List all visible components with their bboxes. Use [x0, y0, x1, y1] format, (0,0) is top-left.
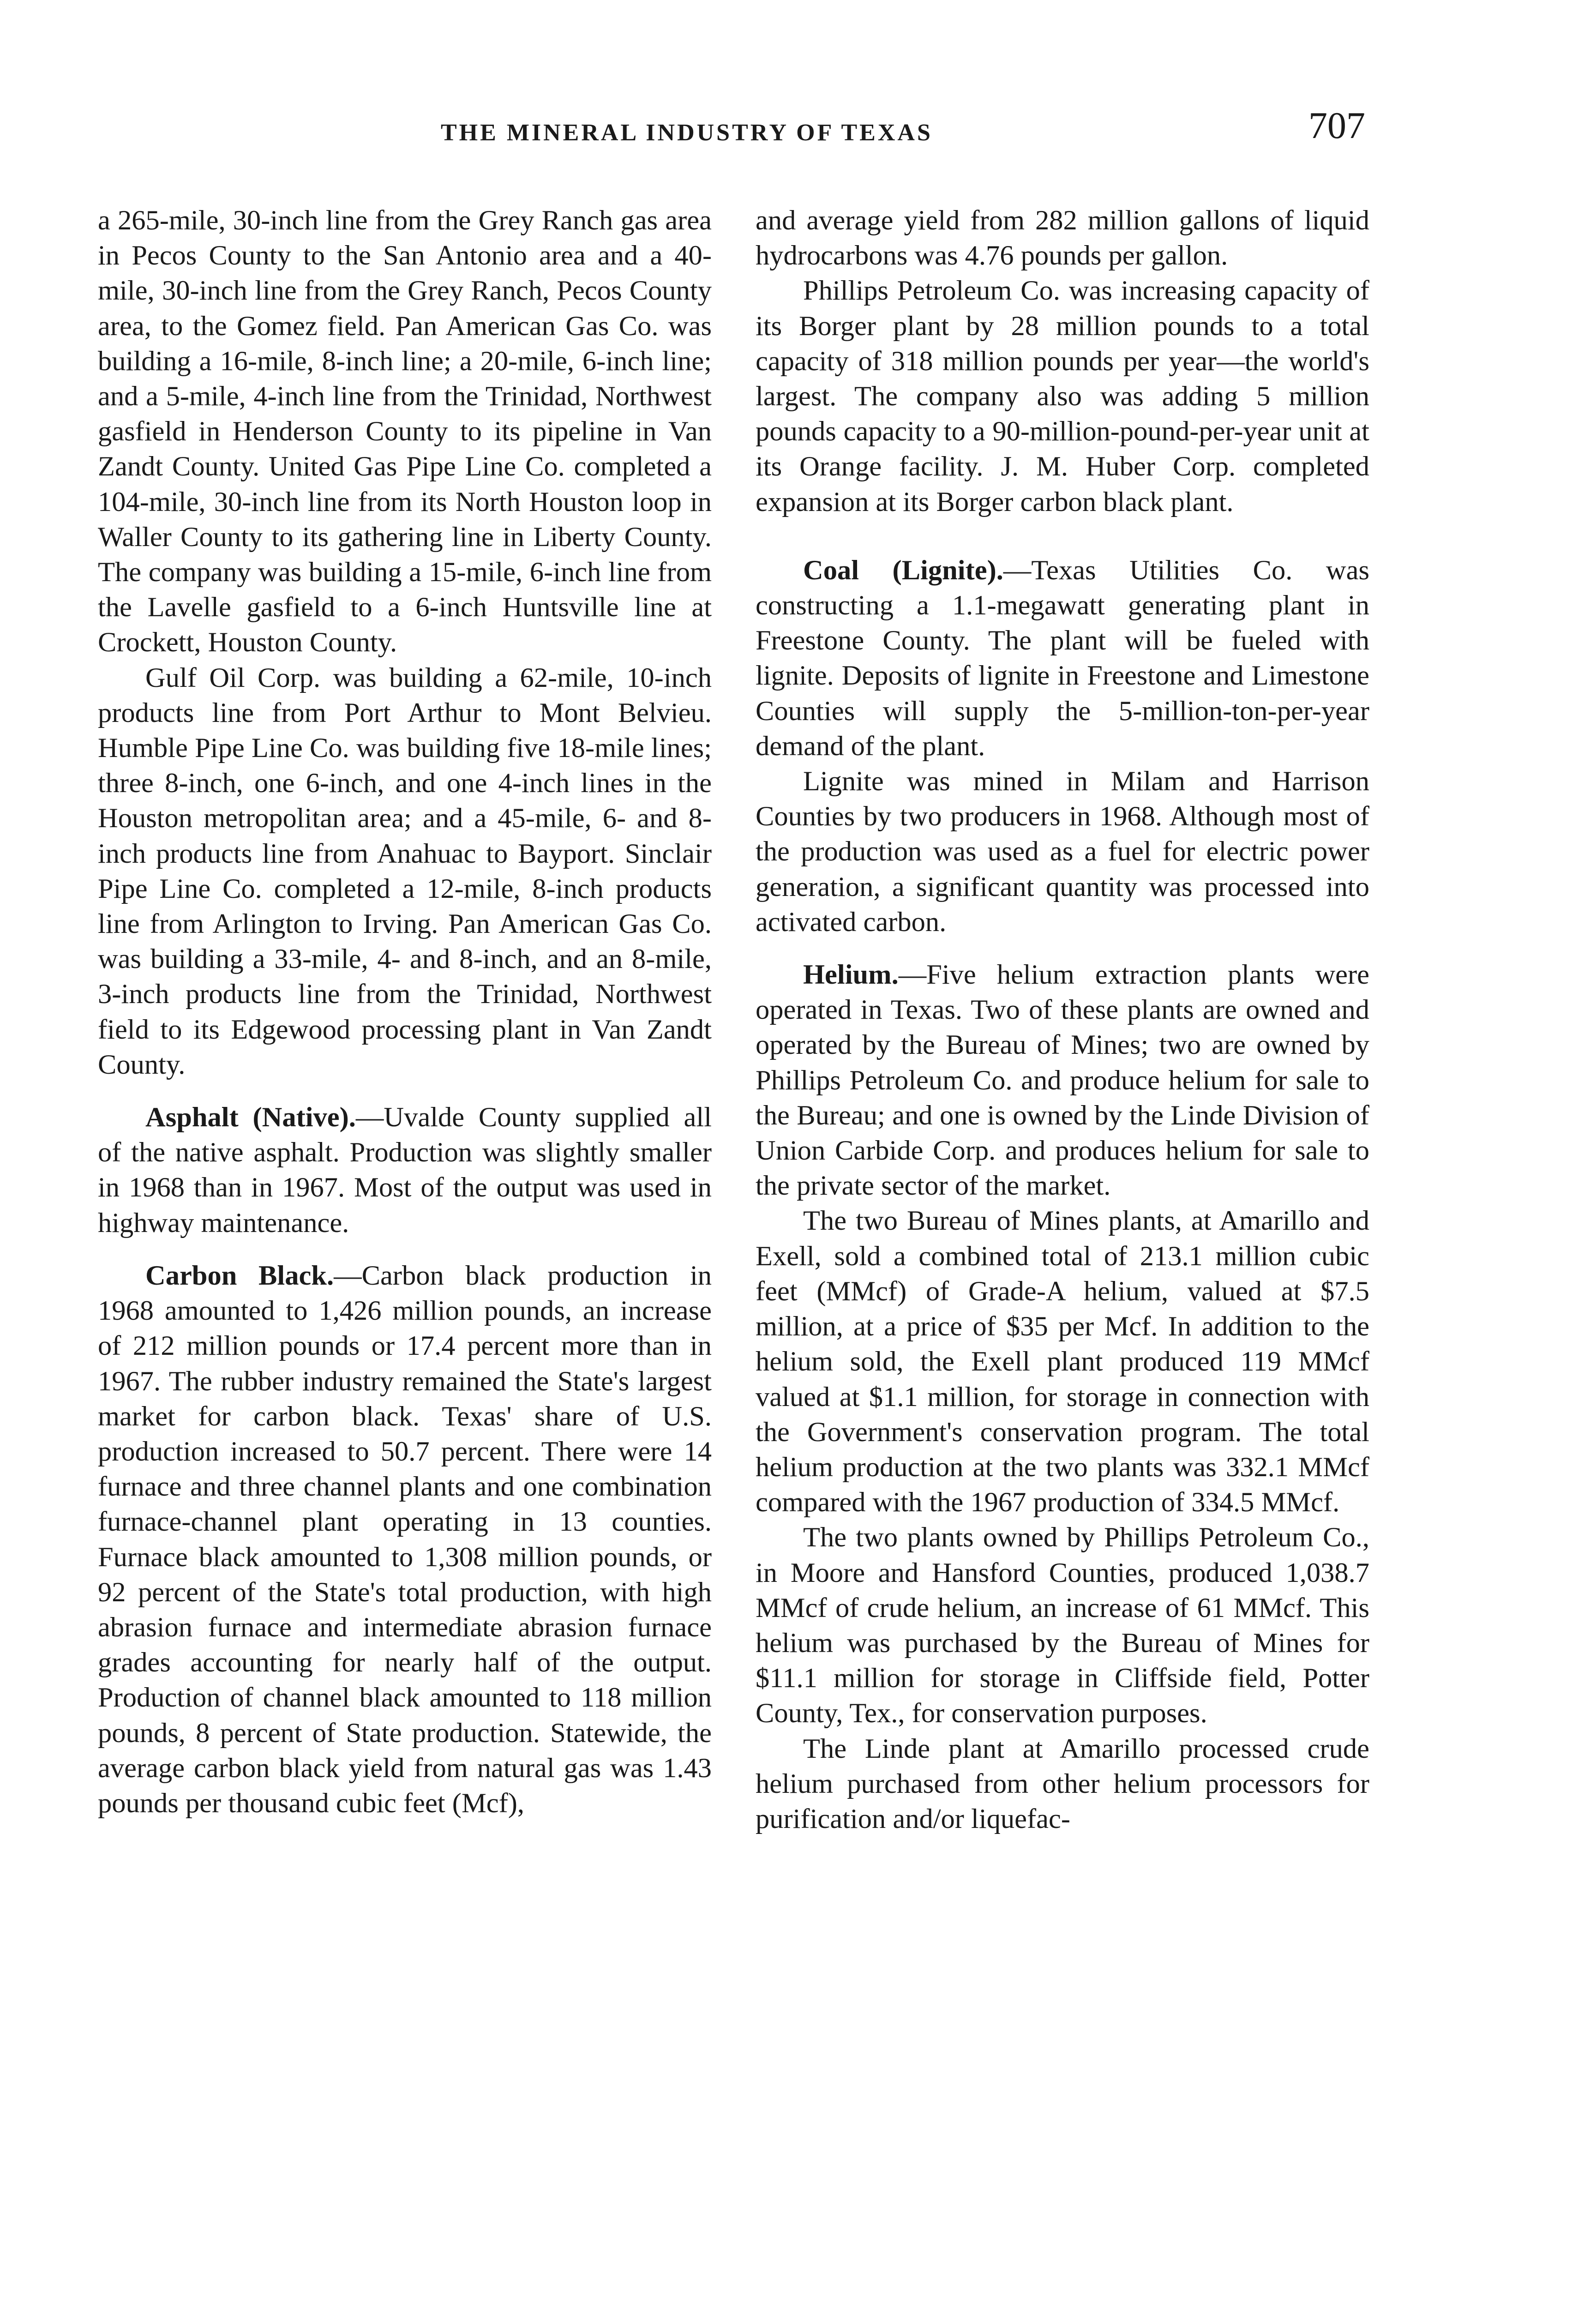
running-head: THE MINERAL INDUSTRY OF TEXAS: [441, 120, 933, 146]
left-column: [98, 203, 712, 1821]
phillips-helium-paragraph: The two plants owned by Phillips Petroleum Co., in Moore and Hansford Counties, produced 1,038.7 MMcf of crude helium, an increase of 61 MMcf. This helium was purchased by the Bureau of Mines for $11.1 million for storage in Cliffside field, Potter County, Tex., for conservation purposes.: [756, 1522, 1369, 1729]
helium-text: —Five helium extraction plants were operated in Texas. Two of these plants are owned and operated by the Bureau of Mines; two are owned by Phillips Petroleum Co. and produce helium for sale to the Bureau; and one is owned by the Linde Division of Union Carbide Corp. and produces helium for sale to the private sector of the market.: [756, 959, 1369, 1202]
coal-text: —Texas Utilities Co. was constructing a 1.1-megawatt generating plant in Freestone County. The plant will be fueled with lignite. Deposits of lignite in Freestone and Limestone Counties will supply the 5-million-ton-per-year demand of the plant.: [756, 554, 1369, 762]
page-number: 707: [1308, 104, 1365, 146]
asphalt-text: —Uvalde County supplied all of the native asphalt. Production was slightly smaller in 1968 than in 1967. Most of the output was used in highway maintenance.: [98, 1102, 712, 1238]
coal-section: [756, 553, 1369, 764]
page-header: [0, 0, 1596, 166]
asphalt-heading: Asphalt (Native).: [145, 1102, 356, 1133]
lignite-paragraph: Lignite was mined in Milam and Harrison Counties by two producers in 1968. Although most of the production was used as a fuel for electric power generation, a significant quantity was processed into activated carbon.: [756, 766, 1369, 938]
carbon-yield-paragraph: and average yield from 282 million gallons of liquid hydrocarbons was 4.76 pounds per gallon.: [756, 205, 1369, 271]
helium-heading: Helium.: [803, 959, 899, 991]
helium-section: [756, 957, 1369, 1203]
carbon-black-section: [98, 1258, 712, 1821]
phillips-carbon-paragraph: Phillips Petroleum Co. was increasing capacity of its Borger plant by 28 million pounds to a total capacity of 318 million pounds per year—the world's largest. The company also was adding 5 million pounds capacity to a 90-million-pound-per-year unit at its Orange facility. J. M. Huber Corp. completed expansion at its Borger carbon black plant.: [756, 275, 1369, 517]
asphalt-section: [98, 1100, 712, 1241]
coal-heading: Coal (Lignite).: [803, 554, 1003, 586]
carbon-black-text: —Carbon black production in 1968 amounted to 1,426 million pounds, an increase of 212 million pounds or 17.4 percent more than in 1967. The rubber industry remained the State's largest market for carbon black. Texas' share of U.S. production increased to 50.7 percent. There were 14 furnace and three channel plants and one combination furnace-channel plant operating in 13 counties. Furnace black amounted to 1,308 million pounds, or 92 percent of the State's total production, with high abrasion furnace and intermediate abrasion furnace grades accounting for nearly half of the output. Production of channel black amounted to 118 million pounds, 8 percent of State production. Statewide, the average carbon black yield from natural gas was 1.43 pounds per thousand cubic feet (Mcf),: [98, 1260, 712, 1819]
right-column: [756, 203, 1369, 1837]
carbon-black-heading: Carbon Black.: [145, 1260, 334, 1291]
linde-paragraph: The Linde plant at Amarillo processed crude helium purchased from other helium processors for purification and/or liquefac-: [756, 1733, 1369, 1834]
bureau-of-mines-paragraph: The two Bureau of Mines plants, at Amarillo and Exell, sold a combined total of 213.1 million cubic feet (MMcf) of Grade-A helium, valued at $7.5 million, at a price of $35 per Mcf. In addition to the helium sold, the Exell plant produced 119 MMcf valued at $1.1 million, for storage in connection with the Government's conservation program. The total helium production at the two plants was 332.1 MMcf compared with the 1967 production of 334.5 MMcf.: [756, 1205, 1369, 1518]
products-line-paragraph: Gulf Oil Corp. was building a 62-mile, 10-inch products line from Port Arthur to Mont Belvieu. Humble Pipe Line Co. was building five 18-mile lines; three 8-inch, one 6-inch, and one 4-inch lines in the Houston metropolitan area; and a 45-mile, 6- and 8-inch products line from Anahuac to Bayport. Sinclair Pipe Line Co. completed a 12-mile, 8-inch products line from Arlington to Irving. Pan American Gas Co. was building a 33-mile, 4- and 8-inch, and an 8-mile, 3-inch products line from the Trinidad, Northwest field to its Edgewood processing plant in Van Zandt County.: [98, 662, 712, 1080]
pipeline-paragraph: a 265-mile, 30-inch line from the Grey Ranch gas area in Pecos County to the San Antonio area and a 40-mile, 30-inch line from the Grey Ranch, Pecos County area, to the Gomez field. Pan American Gas Co. was building a 16-mile, 8-inch line; a 20-mile, 6-inch line; and a 5-mile, 4-inch line from the Trinidad, Northwest gasfield in Henderson County to its pipeline in Van Zandt County. United Gas Pipe Line Co. completed a 104-mile, 30-inch line from its North Houston loop in Waller County to its gathering line in Liberty County. The company was building a 15-mile, 6-inch line from the Lavelle gasfield to a 6-inch Huntsville line at Crockett, Houston County.: [98, 205, 712, 658]
